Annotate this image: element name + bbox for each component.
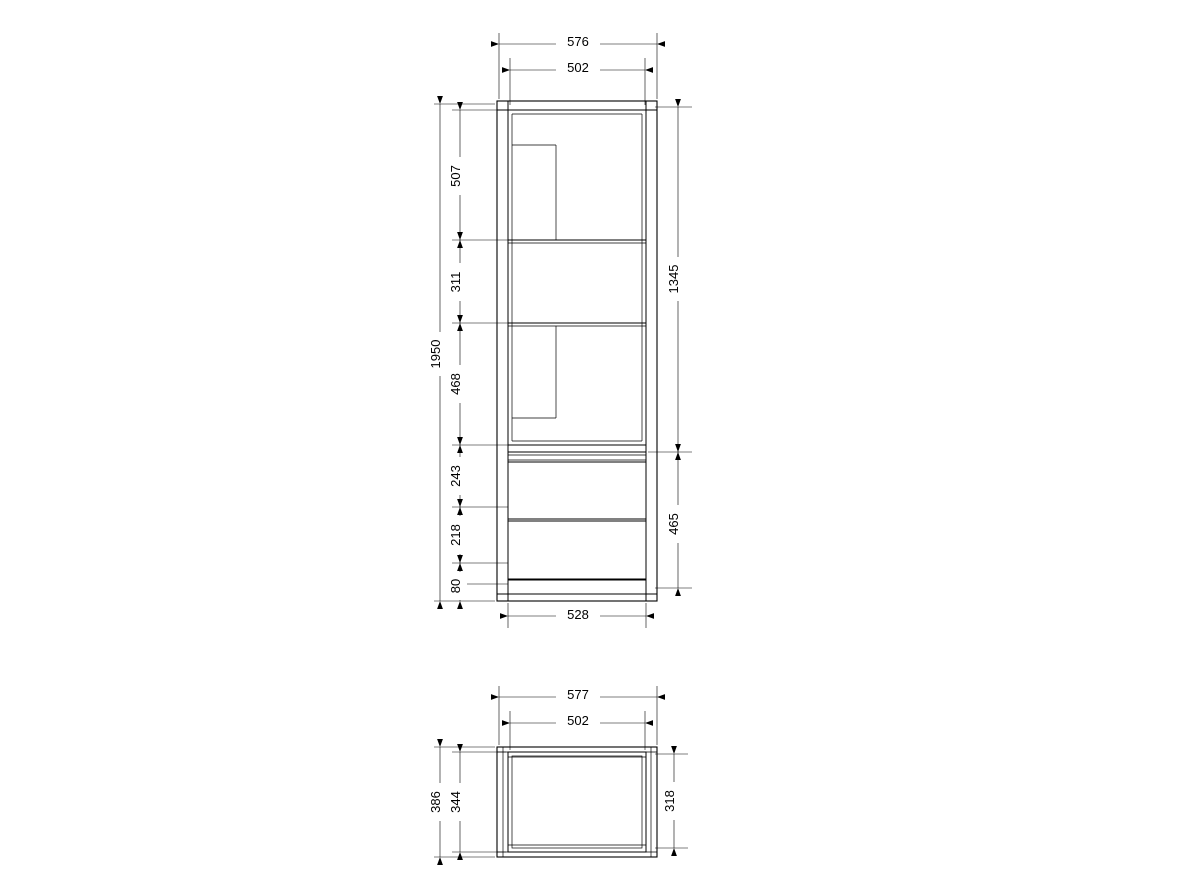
cabinet-top-board <box>497 101 657 110</box>
cabinet-right-panel <box>646 101 657 601</box>
dim-plan-right <box>655 754 688 848</box>
dim-label-front-right-upper: 1345 <box>666 264 681 294</box>
cabinet-left-panel <box>497 101 508 601</box>
dim-label-front-total-height: 1950 <box>428 339 443 369</box>
plan-inner-carcass <box>508 752 646 852</box>
dim-front-segments <box>448 110 508 601</box>
dim-front-bottom <box>508 603 646 628</box>
dim-label-plan-left-inner: 344 <box>448 791 463 813</box>
dim-front-right <box>648 107 692 588</box>
dim-label-plan-top-outer: 577 <box>567 687 589 702</box>
front-elevation-view <box>428 33 692 628</box>
plinth <box>497 594 657 601</box>
dim-label-front-bottom: 528 <box>567 607 589 622</box>
plan-inner-cavity <box>512 756 642 848</box>
drawer-lower <box>508 521 646 579</box>
drawer-upper <box>508 462 646 519</box>
dim-label-plan-top-inner: 502 <box>567 713 589 728</box>
cabinet-outer-body <box>497 101 657 601</box>
dim-label-plan-right: 318 <box>662 790 677 812</box>
dim-front-top-inner <box>510 58 645 105</box>
upper-door-frame <box>508 110 646 445</box>
dim-label-front-seg-507: 507 <box>448 165 463 187</box>
dim-plan-top-inner <box>510 711 645 750</box>
top-plan-view <box>428 686 688 857</box>
dim-label-front-seg-243: 243 <box>448 465 463 487</box>
dim-label-front-seg-311: 311 <box>448 271 463 293</box>
dim-label-plan-left-outer: 386 <box>428 791 443 813</box>
plan-outer-body <box>497 747 657 857</box>
dim-label-front-seg-218: 218 <box>448 524 463 546</box>
dim-label-front-right-lower: 465 <box>666 513 681 535</box>
dim-label-front-seg-80: 80 <box>448 578 463 594</box>
dim-label-front-seg-468: 468 <box>448 373 463 395</box>
mid-divider-board <box>508 445 646 452</box>
dim-label-front-top-inner: 502 <box>567 60 589 75</box>
dim-label-front-top-outer: 576 <box>567 34 589 49</box>
